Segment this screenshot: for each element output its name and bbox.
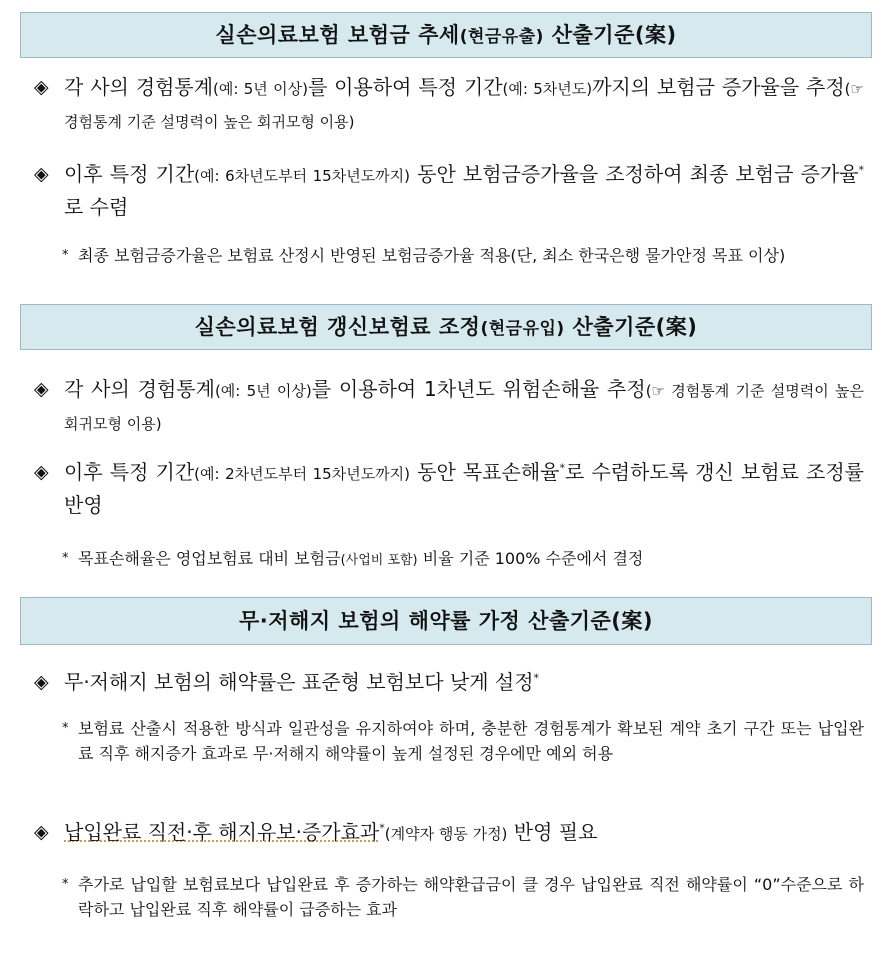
item-text: 동안 보험금증가율을 조정하여 최종 보험금 증가율 xyxy=(417,162,859,186)
asterisk-icon: * xyxy=(62,248,69,263)
header-tail: 산출기준(案) xyxy=(551,23,677,47)
footnote-text: 비율 기준 100% 수준에서 결정 xyxy=(422,549,644,568)
footnote-text: 추가로 납입할 보험료보다 납입완료 후 증가하는 해약환급금이 클 경우 납입완료 직전 해약률이 “0”수준으로 하락하고 납입완료 직후 해약률이 급증하는 효과 xyxy=(78,875,864,919)
section-header-lapse-rate xyxy=(20,597,872,645)
header-title: 실손의료보험 보험금 추세 xyxy=(215,23,460,47)
footnote xyxy=(62,716,864,766)
item-example: (예: 5년 이상) xyxy=(214,382,312,400)
diamond-bullet-icon: ◈ xyxy=(34,671,49,693)
item-remark: (☞ 경험통계 기준 설명력이 높은 회귀모형 이용) xyxy=(64,382,864,433)
header-title: 실손의료보험 갱신보험료 조정 xyxy=(194,315,481,339)
footnote-text: 목표손해율은 영업보험료 대비 보험금 xyxy=(78,549,341,568)
item-text: 각 사의 경험통계 xyxy=(64,377,215,401)
asterisk-icon: * xyxy=(62,721,69,736)
footnote xyxy=(62,546,864,573)
item-remark: (☞ 경험통계 기준 설명력이 높은 회귀모형 이용) xyxy=(64,80,864,131)
footnote-text: 보험료 산출시 적용한 방식과 일관성을 유지하여야 하며, 충분한 경험통계가 확보된 계약 초기 구간 또는 납입완료 직후 해지증가 효과로 무·저해지 해약률이 높게 설정된 경우에만 예외 허용 xyxy=(78,719,864,763)
footnote xyxy=(62,872,864,922)
diamond-bullet-icon: ◈ xyxy=(34,461,49,483)
asterisk-icon: * xyxy=(62,551,69,566)
item-text: 를 이용하여 1차년도 위험손해율 추정 xyxy=(311,377,646,401)
footnote-mark: * xyxy=(379,821,385,835)
diamond-bullet-icon: ◈ xyxy=(34,378,49,400)
footnote-mark: * xyxy=(858,163,864,177)
footnote-small: (사업비 포함) xyxy=(340,553,418,568)
asterisk-icon: * xyxy=(62,877,69,892)
item-text: 반영 필요 xyxy=(513,820,598,844)
footnote xyxy=(62,243,864,268)
bullet-item xyxy=(34,667,864,698)
item-example: (예: 5년 이상) xyxy=(213,80,308,98)
item-example: (예: 6차년도부터 15차년도까지) xyxy=(194,167,411,185)
bullet-item xyxy=(34,159,864,223)
item-text: 무·저해지 보험의 해약률은 표준형 보험보다 낮게 설정 xyxy=(64,670,534,694)
header-paren: (현금유입) xyxy=(480,319,565,339)
diamond-bullet-icon: ◈ xyxy=(34,821,49,843)
diamond-bullet-icon: ◈ xyxy=(34,163,49,185)
item-text: 각 사의 경험통계 xyxy=(64,75,214,99)
footnote-text: 최종 보험금증가율은 보험료 산정시 반영된 보험금증가율 적용(단, 최소 한국은행 물가안정 목표 이상) xyxy=(78,246,786,265)
footnote-mark: * xyxy=(559,461,566,475)
section-header-premium-adjust xyxy=(20,304,872,350)
item-text: 까지의 보험금 증가율을 추정 xyxy=(592,75,845,99)
item-text: 로 수렴하도록 갱신 보험료 조정률 반영 xyxy=(64,460,864,517)
header-paren: (현금유출) xyxy=(459,27,544,47)
item-example: (예: 5차년도) xyxy=(502,80,593,98)
item-text: 로 수렴 xyxy=(64,195,129,219)
bullet-item xyxy=(34,374,864,440)
header-title: 무·저해지 보험의 해약률 가정 산출기준(案) xyxy=(239,609,653,633)
footnote-mark: * xyxy=(533,671,540,685)
section-header-claims-trend xyxy=(20,12,872,58)
header-tail: 산출기준(案) xyxy=(572,315,698,339)
bullet-item xyxy=(34,457,864,521)
bullet-item xyxy=(34,817,864,850)
diamond-bullet-icon: ◈ xyxy=(34,76,49,98)
item-remark: (계약자 행동 가정) xyxy=(384,825,508,843)
item-text: 이후 특정 기간 xyxy=(64,460,195,484)
item-text: 를 이용하여 특정 기간 xyxy=(307,75,503,99)
item-text: 이후 특정 기간 xyxy=(64,162,195,186)
item-text: 납입완료 직전·후 해지유보·증가효과 xyxy=(64,820,380,844)
item-example: (예: 2차년도부터 15차년도까지) xyxy=(194,465,411,483)
item-text: 동안 목표손해율 xyxy=(417,460,560,484)
bullet-item xyxy=(34,72,864,138)
